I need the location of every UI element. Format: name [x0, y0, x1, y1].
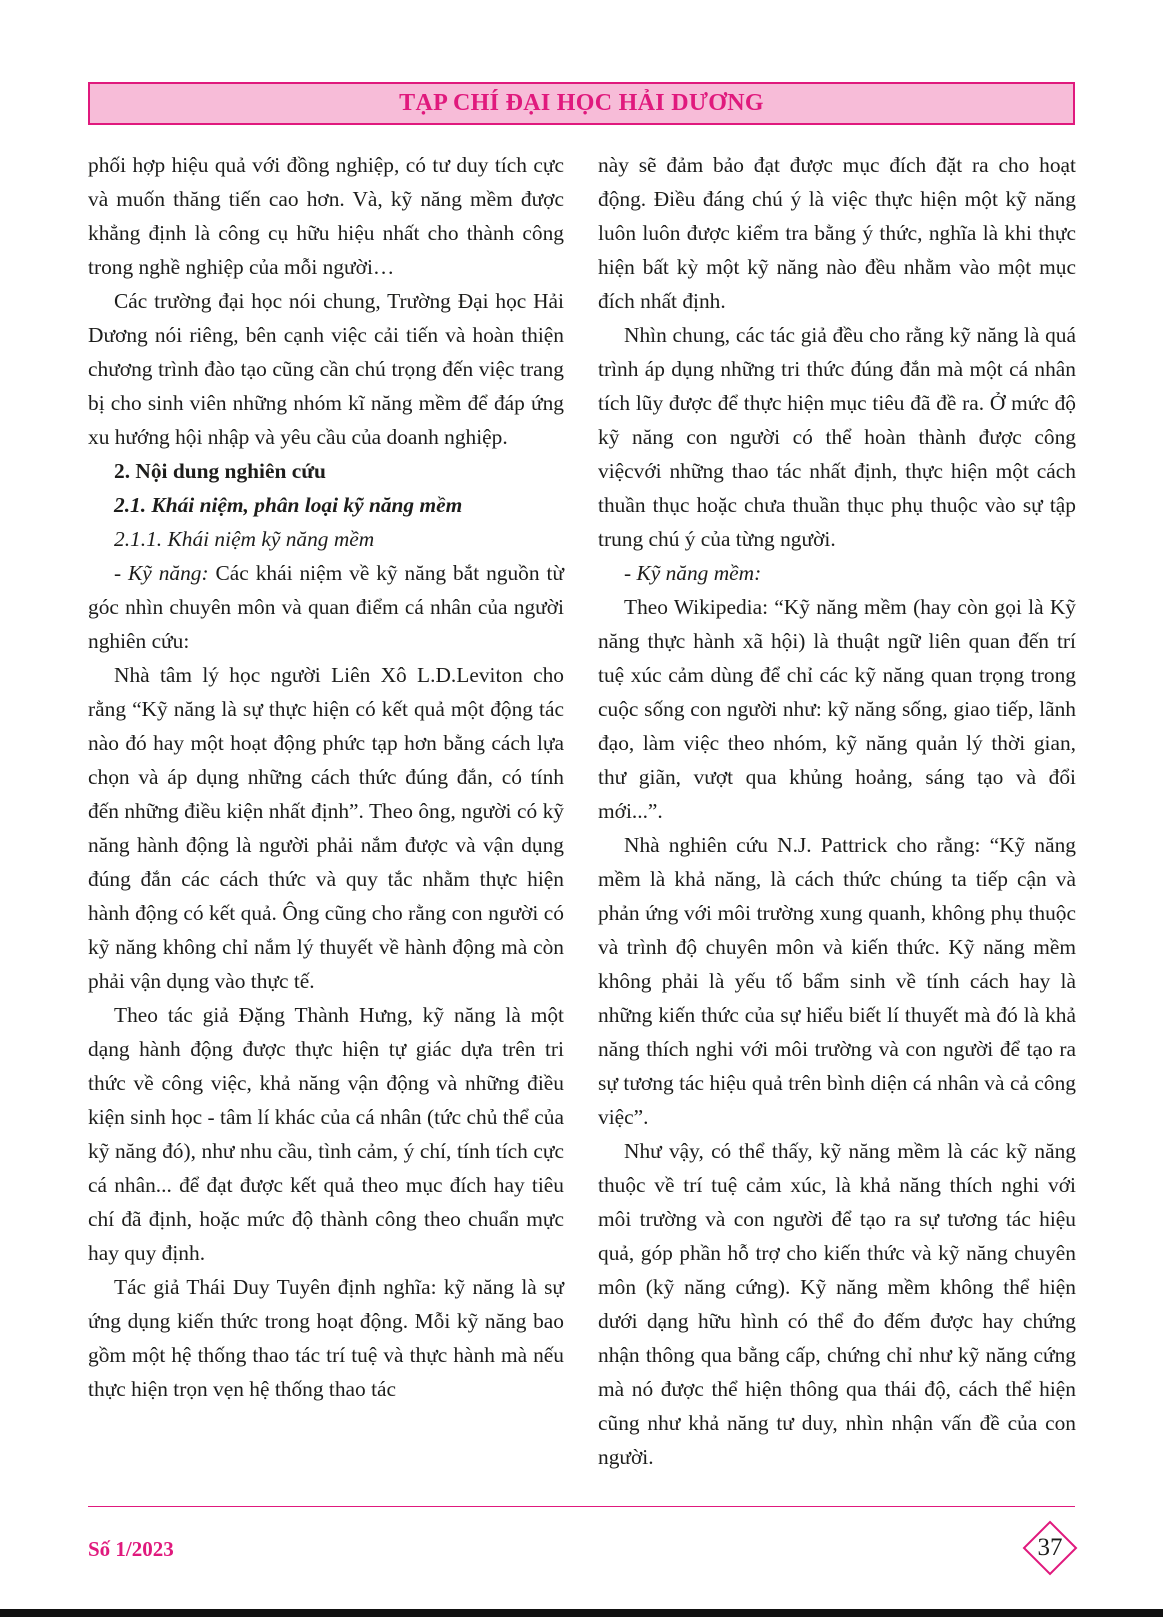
paragraph: Nhà tâm lý học người Liên Xô L.D.Leviton cho rằng “Kỹ năng là sự thực hiện có kết quả một động tác nào đó hay một hoạt động phức tạp hơn bằng cách lựa chọn và áp dụng những cách thức đúng đắn, có tính đến những điều kiện nhất định”. Theo ông, người có kỹ năng hành động là người phải nắm được và vận dụng đúng đắn các cách thức và quy tắc nhằm thực hiện hành động có kết quả. Ông cũng cho rằng con người có kỹ năng không chỉ nắm lý thuyết về hành động mà còn phải vận dụng vào thực tế.: [88, 663, 564, 993]
paragraph: này sẽ đảm bảo đạt được mục đích đặt ra cho hoạt động. Điều đáng chú ý là việc thực hiện một kỹ năng luôn luôn được kiểm tra bằng ý thức, nghĩa là khi thực hiện bất kỳ một kỹ năng nào đều nhằm vào một mục đích nhất định.: [598, 153, 1076, 313]
paragraph: [88, 556, 564, 658]
paragraph: Nhìn chung, các tác giả đều cho rằng kỹ năng là quá trình áp dụng những tri thức đúng đắn mà một cá nhân tích lũy được để thực hiện mục tiêu đã đề ra. Ở mức độ kỹ năng con người có thể hoàn thành được công việcvới những thao tác nhất định, thực hiện một cách thuần thục hoặc chưa thuần thục phụ thuộc vào sự tập trung chú ý của từng người.: [598, 323, 1076, 551]
paragraph: phối hợp hiệu quả với đồng nghiệp, có tư duy tích cực và muốn thăng tiến cao hơn. Và, kỹ năng mềm được khẳng định là công cụ hữu hiệu nhất cho thành công trong nghề nghiệp của mỗi người…: [88, 153, 564, 279]
subsection-heading: 2.1. Khái niệm, phân loại kỹ năng mềm: [114, 493, 463, 517]
page-number: 37: [1037, 1534, 1063, 1561]
paragraph-text: Các khái niệm về kỹ năng bắt nguồn từ góc nhìn chuyên môn và quan điểm cá nhân của người nghiên cứu:: [88, 561, 564, 653]
paragraph: Theo tác giả Đặng Thành Hưng, kỹ năng là một dạng hành động được thực hiện tự giác dựa trên tri thức về công việc, khả năng vận động và những điều kiện sinh học - tâm lí khác của cá nhân (tức chủ thể của kỹ năng đó), như nhu cầu, tình cảm, ý chí, tính tích cực cá nhân... để đạt được kết quả theo mục đích hay tiêu chí đã định, hoặc mức độ thành công theo chuẩn mực hay quy định.: [88, 1003, 564, 1265]
right-column: [598, 148, 1076, 1474]
paragraph: Tác giả Thái Duy Tuyên định nghĩa: kỹ năng là sự ứng dụng kiến thức trong hoạt động. Mỗi kỹ năng bao gồm một hệ thống thao tác trí tuệ và thực hành mà nếu thực hiện trọn vẹn hệ thống thao tác: [88, 1275, 564, 1401]
footer-divider: [88, 1506, 1075, 1507]
bottom-edge: [0, 1609, 1163, 1617]
left-column: [88, 148, 564, 1406]
issue-label: Số 1/2023: [88, 1537, 174, 1561]
page-number-badge: [1022, 1520, 1078, 1576]
subsubsection-heading: 2.1.1. Khái niệm kỹ năng mềm: [114, 527, 375, 551]
paragraph: Các trường đại học nói chung, Trường Đại học Hải Dương nói riêng, bên cạnh việc cải tiến và hoàn thiện chương trình đào tạo cũng cần chú trọng đến việc trang bị cho sinh viên những nhóm kĩ năng mềm để đáp ứng xu hướng hội nhập và yêu cầu của doanh nghiệp.: [88, 289, 564, 449]
paragraph: Nhà nghiên cứu N.J. Pattrick cho rằng: “Kỹ năng mềm là khả năng, là cách thức chúng ta tiếp cận và phản ứng với môi trường xung quanh, không phụ thuộc và trình độ chuyên môn và kiến thức. Kỹ năng mềm không phải là yếu tố bẩm sinh về tính cách hay là những kiến thức của sự hiểu biết lí thuyết mà đó là khả năng thích nghi với môi trường và con người để tạo ra sự tương tác hiệu quả trên bình diện cá nhân và cả công việc”.: [598, 833, 1076, 1129]
section-heading: 2. Nội dung nghiên cứu: [114, 459, 326, 483]
journal-header: [88, 82, 1075, 125]
term-label: - Kỹ năng:: [114, 561, 209, 585]
journal-title: TẠP CHÍ ĐẠI HỌC HẢI DƯƠNG: [399, 90, 764, 116]
term-heading: - Kỹ năng mềm:: [624, 561, 762, 585]
paragraph: Theo Wikipedia: “Kỹ năng mềm (hay còn gọi là Kỹ năng thực hành xã hội) là thuật ngữ liên quan đến trí tuệ xúc cảm dùng để chỉ các kỹ năng quan trọng trong cuộc sống con người như: kỹ năng sống, giao tiếp, lãnh đạo, làm việc theo nhóm, kỹ năng quản lý thời gian, thư giãn, vượt qua khủng hoảng, sáng tạo và đổi mới...”.: [598, 595, 1076, 823]
paragraph: Như vậy, có thể thấy, kỹ năng mềm là các kỹ năng thuộc về trí tuệ cảm xúc, là khả năng thích nghi với môi trường và con người để tạo ra sự tương tác hiệu quả, góp phần hỗ trợ cho kiến thức và kỹ năng chuyên môn (kỹ năng cứng). Kỹ năng mềm không thể hiện dưới dạng hữu hình có thể đo đếm được hay chứng nhận thông qua bằng cấp, chứng chỉ như kỹ năng cứng mà nó được thể hiện thông qua thái độ, cách thể hiện cũng như khả năng tư duy, nhìn nhận vấn đề của con người.: [598, 1139, 1076, 1469]
